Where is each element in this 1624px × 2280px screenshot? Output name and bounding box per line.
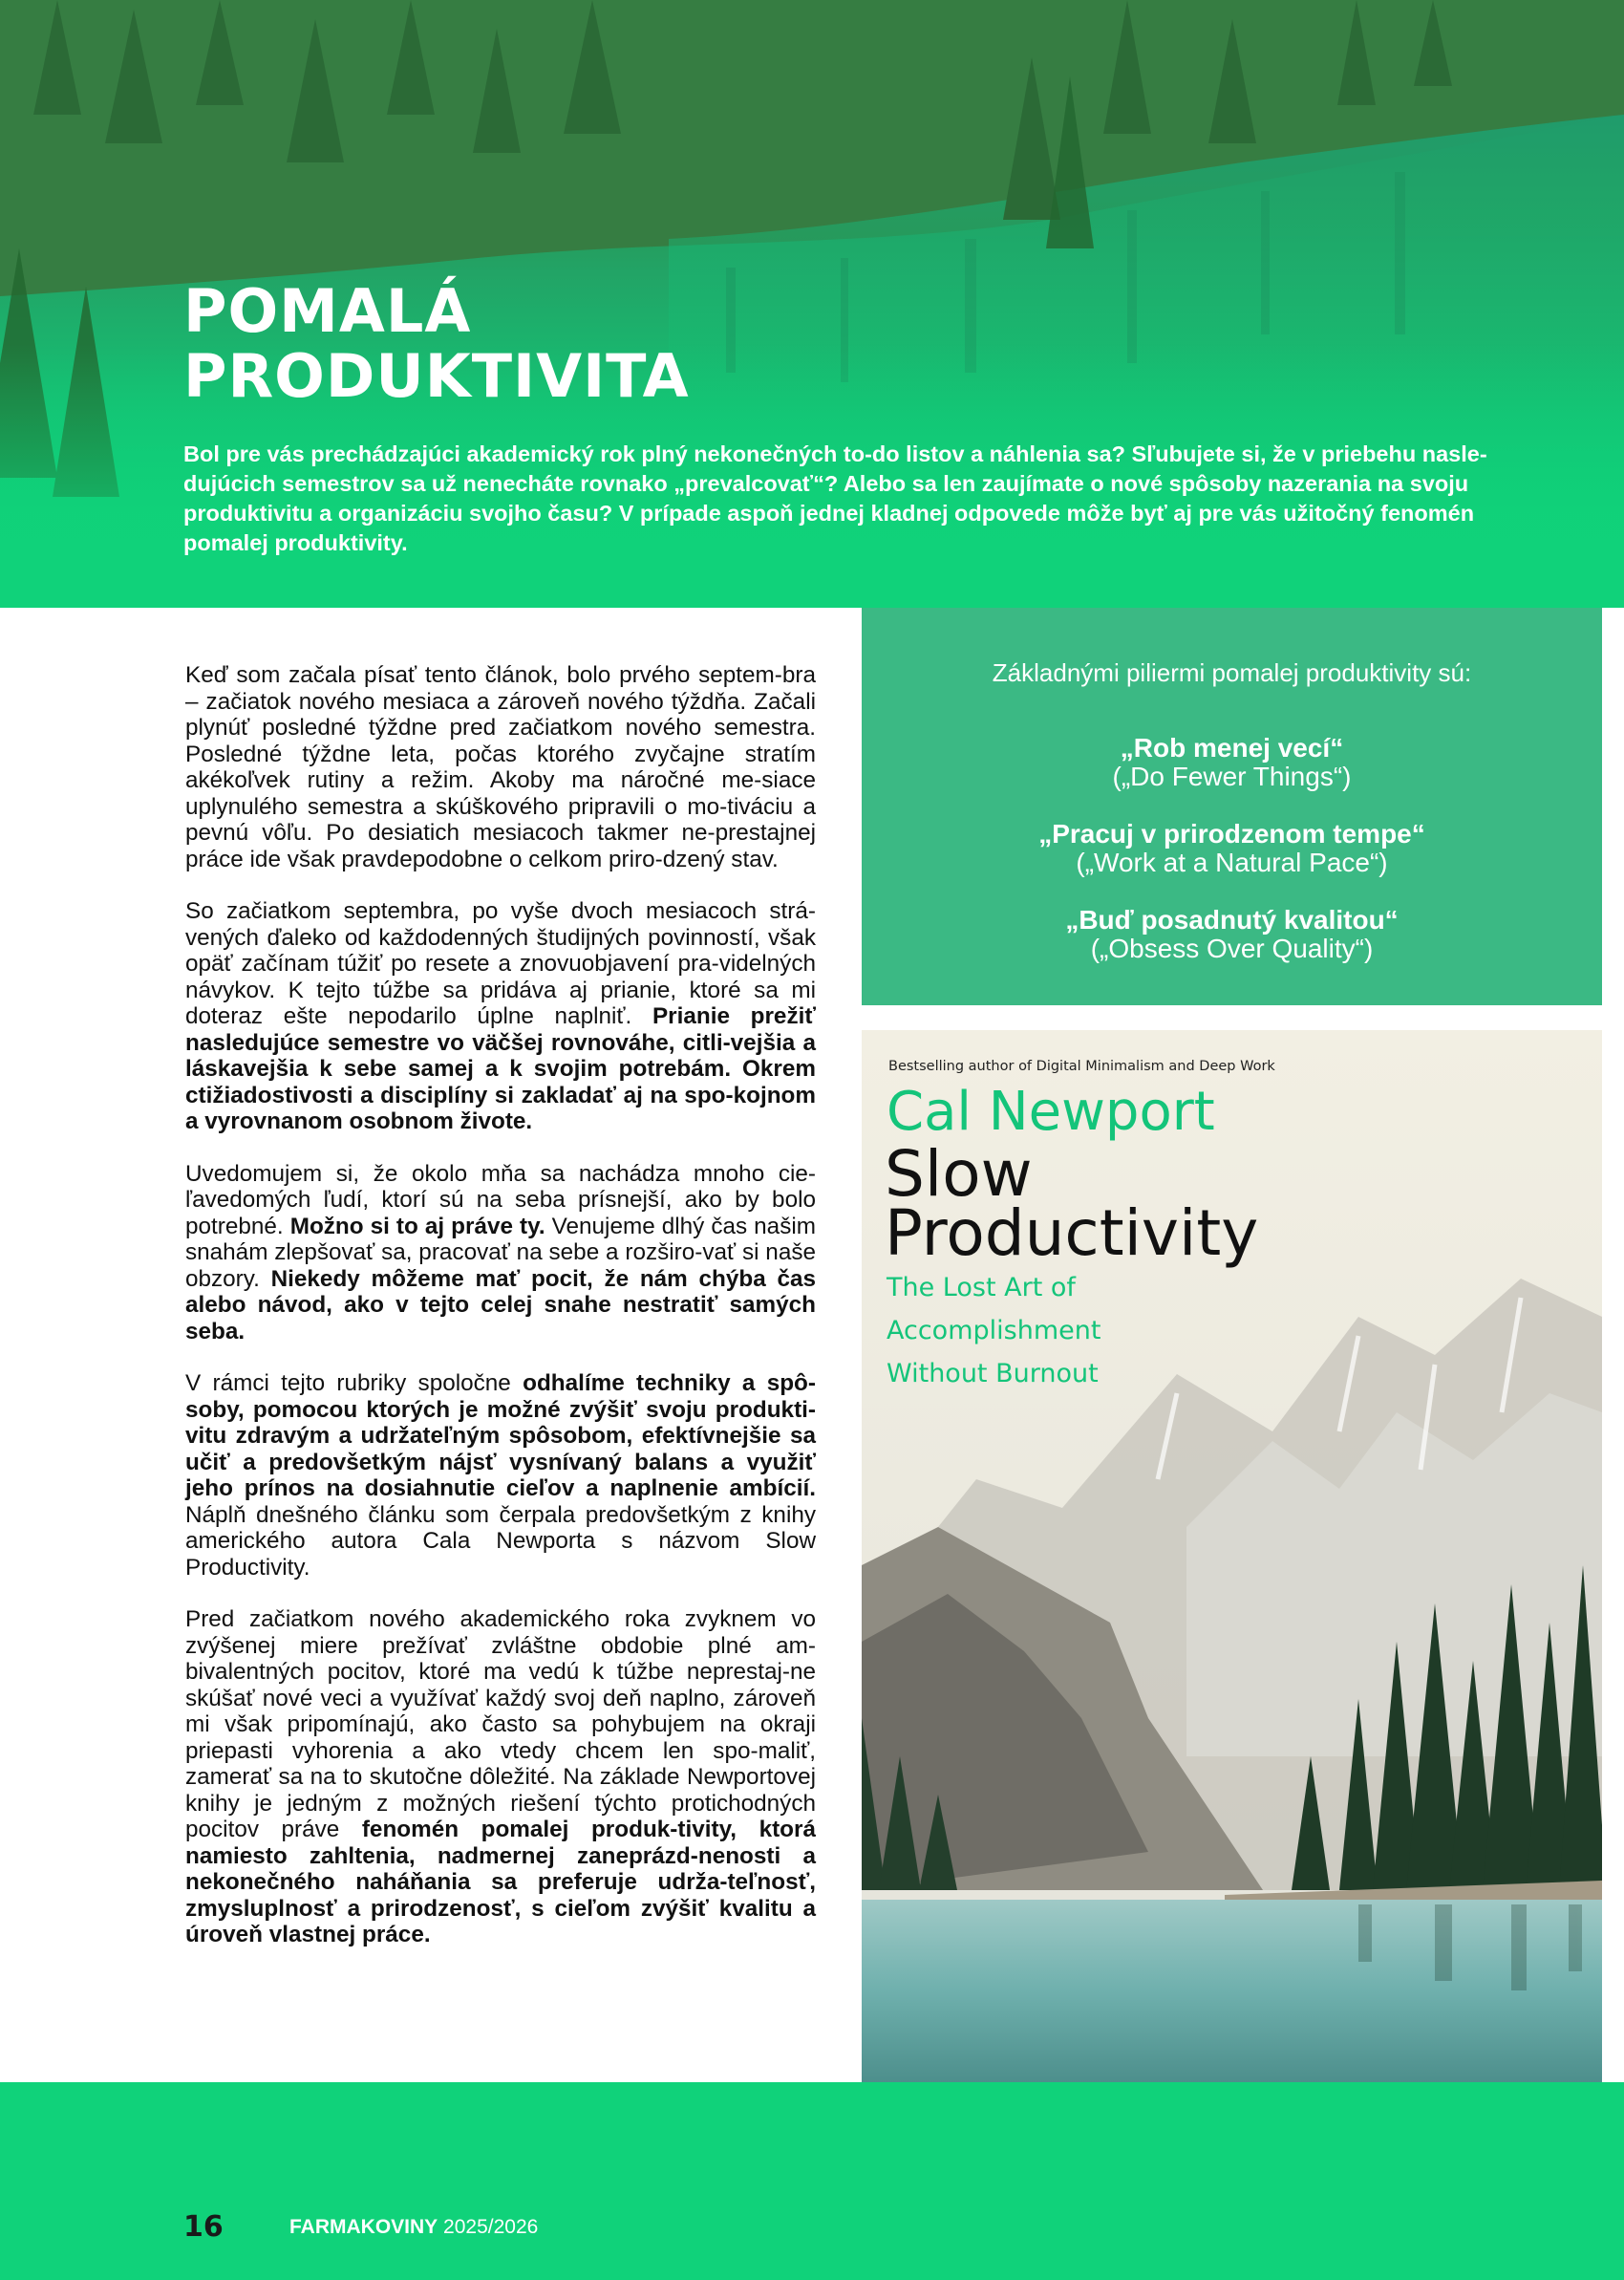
book-subtitle — [887, 1266, 1100, 1395]
pillar-item — [862, 906, 1602, 963]
book-title — [885, 1137, 1259, 1270]
book-subtitle-line-3: Without Burnout — [887, 1359, 1099, 1388]
book-tagline: Bestselling author of Digital Minimalism and Deep Work — [888, 1059, 1275, 1074]
pillar-item — [862, 820, 1602, 877]
paragraph-5: Pred začiatkom nového akademického roka zvyknem vo zvýšenej miere prežívať zvláštne obdobie plné am-bivalentných pocitov, ktoré ma vedú k túžbe neprestaj-ne skúšať nové veci a využívať každý svoj deň naplno, zároveň mi však pripomínajú, ako často sa pohybujem na okraji priepasti vyhorenia a ako vtedy chcem len spo-maliť, zamerať sa na to skutočne dôležité. Na základe Newportovej knihy je jedným z možných riešení týchto protichodných pocitov práve fenomén pomalej produk-tivity, ktorá namiesto zahltenia, nadmernej zaneprázd-nenosti a nekonečného naháňania sa preferuje udrža-teľnosť, zmysluplnosť a prirodzenosť, s cieľom zvýšiť kvalitu a úroveň vlastnej práce. — [185, 1606, 816, 1947]
book-title-line-1: Slow — [885, 1137, 1033, 1211]
paragraph-4: V rámci tejto rubriky spoločne odhalíme techniky a spô-soby, pomocou ktorých je možné zvýšiť svoju produkti-vitu zdravým a udržateľným spôsobom, efektívnejšie sa učiť a predovšetkým nájsť vysnívaný balans a využiť jeho prínos na dosiahnutie cieľov a naplnenie ambícií. Náplň dnešného článku som čerpala predovšetkým z knihy amerického autora Cala Newporta s názvom Slow Productivity. — [185, 1370, 816, 1581]
title-line-1: POMALÁ — [183, 276, 472, 346]
article-body — [185, 662, 816, 1974]
book-author: Cal Newport — [887, 1081, 1215, 1143]
pillar-subtitle: („Obsess Over Quality“) — [1090, 934, 1374, 963]
book-title-line-2: Productivity — [885, 1196, 1259, 1270]
pillar-title: „Buď posadnutý kvalitou“ — [1065, 905, 1399, 935]
pillar-item — [862, 734, 1602, 791]
pillar-subtitle: („Work at a Natural Pace“) — [1076, 848, 1388, 877]
pillars-box — [862, 608, 1602, 1005]
magazine-name: FARMAKOVINY — [289, 2216, 438, 2238]
pillar-title: „Rob menej vecí“ — [1120, 733, 1344, 763]
pillars-heading: Základnými piliermi pomalej produktivity sú: — [992, 658, 1472, 687]
paragraph-1: Keď som začala písať tento článok, bolo prvého septem-bra – začiatok nového mesiaca a zároveň nového týždňa. Začali plynúť posledné týždne pred začiatkom nového semestra. Posledné týždne leta, počas ktorého zvyčajne stratím akékoľvek rutiny a režim. Akoby ma náročné me-siace uplynulého semestra a skúškového pripravili o mo-tiváciu a pevnú vôľu. Po desiatich mesiacoch takmer ne-prestajnej práce ide však pravdepodobne o celkom priro-dzený stav. — [185, 662, 816, 872]
page-footer — [0, 2082, 1624, 2280]
page-title — [183, 276, 1043, 411]
book-cover — [862, 1030, 1602, 2082]
pillar-title: „Pracuj v prirodzenom tempe“ — [1038, 819, 1425, 849]
paragraph-3: Uvedomujem si, že okolo mňa sa nachádza mnoho cie-ľavedomých ľudí, ktorí sú na seba prísnejší, ako by bolo potrebné. Možno si to aj práve ty. Venujeme dlhý čas našim snahám zlepšovať sa, pracovať na sebe a rozširo-vať si naše obzory. Niekedy môžeme mať pocit, že nám chýba čas alebo návod, ako v tejto celej snahe nestratiť samých seba. — [185, 1160, 816, 1344]
magazine-year: 2025/2026 — [443, 2216, 539, 2238]
pillar-subtitle: („Do Fewer Things“) — [1112, 762, 1352, 791]
title-line-2: PRODUKTIVITA — [183, 341, 690, 411]
book-subtitle-line-1: The Lost Art of — [887, 1273, 1076, 1302]
lead-paragraph: Bol pre vás prechádzajúci akademický rok plný nekonečných to-do listov a náhlenia sa? Sľubujete si, že v priebehu nasle-dujúcich semestrov sa už nenecháte rovnako „prevalcovať“? Alebo sa len zaujímate o nové spôsoby nazerania na svoju produktivitu a organizáciu svojho času? V prípade aspoň jednej kladnej odpovede môže byť aj pre vás užitočný fenomén pomalej produktivity. — [183, 441, 1487, 555]
page-number: 16 — [183, 2210, 224, 2244]
magazine-info — [289, 2216, 538, 2239]
book-subtitle-line-2: Accomplishment — [887, 1316, 1101, 1345]
paragraph-2: So začiatkom septembra, po vyše dvoch mesiacoch strá-vených ďaleko od každodenných študijných povinností, však opäť začínam túžiť po resete a znovuobjavení pra-videlných návykov. K tejto túžbe sa pridáva aj prianie, ktoré sa mi doteraz ešte nepodarilo úplne naplniť. Prianie prežiť nasledujúce semestre vo väčšej rovnováhe, citli-vejšia a láskavejšia k sebe samej a k svojim potrebám. Okrem ctižiadostivosti a disciplíny si zakladať aj na spo-kojnom a vyrovnanom osobnom živote. — [185, 898, 816, 1134]
hero-banner — [0, 0, 1624, 608]
